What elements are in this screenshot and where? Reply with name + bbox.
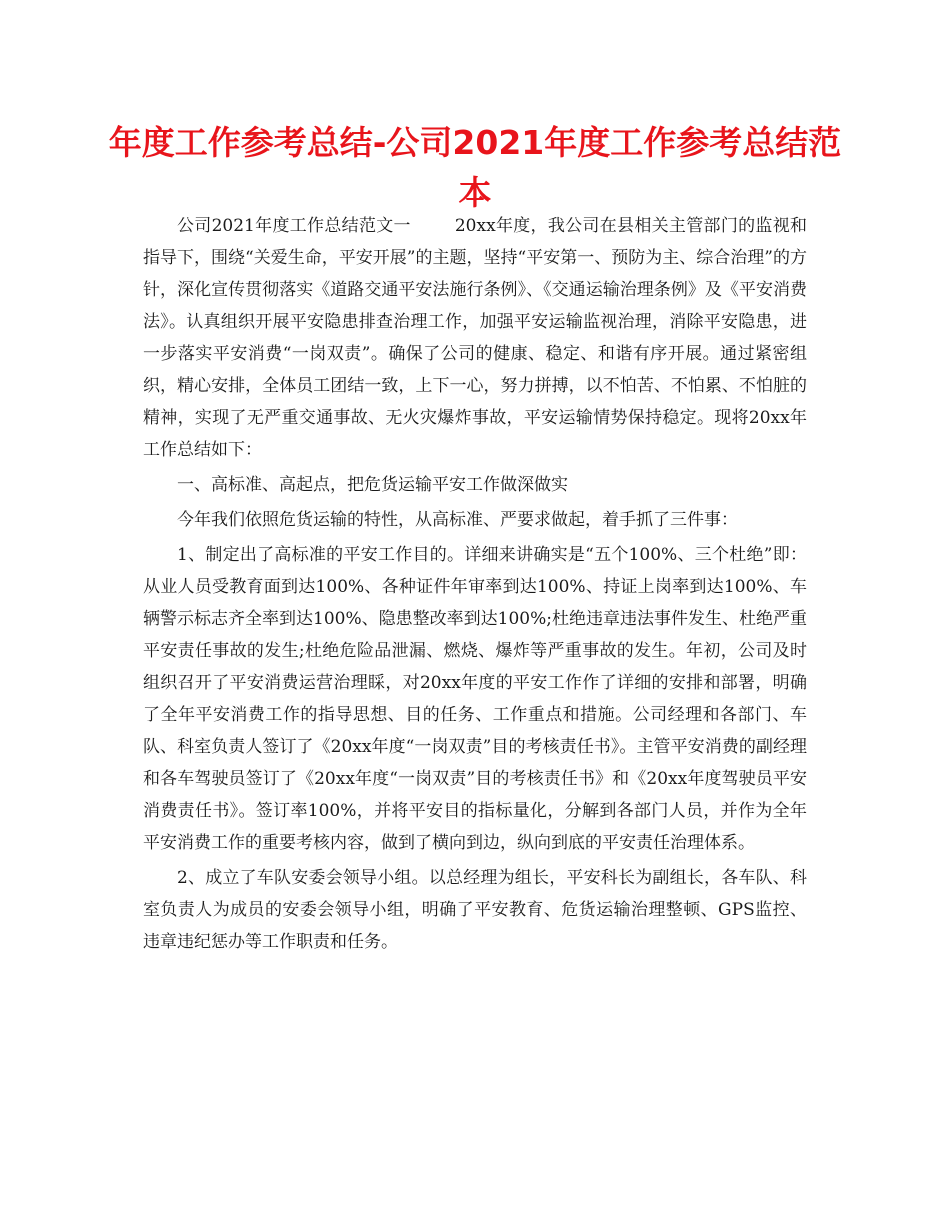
paragraph-3: 1、制定出了高标准的平安工作目的。详细来讲确实是“五个100%、三个杜绝”即：从业人员受教育面到达100%、各种证件年审率到达100%、持证上岗率到达100%、车辆警示标志齐全率到达100%、隐患整改率到达100%;杜绝违章违法事件发生、杜绝严重平安责任事故的发生;杜绝危险品泄漏、燃烧、爆炸等严重事故的发生。年初，公司及时组织召开了平安消费运营治理睬，对20xx年度的平安工作作了详细的安排和部署，明确了全年平安消费工作的指导思想、目的任务、工作重点和措施。公司经理和各部门、车队、科室负责人签订了《20xx年度“一岗双责”目的考核责任书》。主管平安消费的副经理和各车驾驶员签订了《20xx年度“一岗双责”目的考核责任书》和《20xx年度驾驶员平安消费责任书》。签订率100%，并将平安目的指标量化，分解到各部门人员，并作为全年平安消费工作的重要考核内容，做到了横向到边，纵向到底的平安责任治理体系。 xyxy=(143,545,807,853)
paragraph-1-text: 20xx年度，我公司在县相关主管部门的监视和指导下，围绕“关爱生命，平安开展”的主题，坚持“平安第一、预防为主、综合治理”的方针，深化宣传贯彻落实《道路交通平安法施行条例》、《交通运输治理条例》及《平安消费法》。认真组织开展平安隐患排查治理工作，加强平安运输监视治理，消除平安隐患，进一步落实平安消费“一岗双责”。确保了公司的健康、稳定、和谐有序开展。通过紧密组织，精心安排，全体员工团结一致，上下一心，努力拼搏，以不怕苦、不怕累、不怕脏的精神，实现了无严重交通事故、无火灾爆炸事故，平安运输情势保持稳定。现将20xx年工作总结如下： xyxy=(143,216,808,460)
intro-label: 公司2021年度工作总结范文一 xyxy=(177,216,411,236)
document-body xyxy=(143,210,807,961)
paragraph-4: 2、成立了车队安委会领导小组。以总经理为组长，平安科长为副组长，各车队、科室负责人为成员的安委会领导小组，明确了平安教育、危货运输治理整顿、GPS监控、违章违纪惩办等工作职责和任务。 xyxy=(143,868,807,952)
paragraph-1 xyxy=(143,210,807,466)
document-title: 年度工作参考总结-公司2021年度工作参考总结范本 xyxy=(108,123,842,212)
section-heading-1: 一、高标准、高起点，把危货运输平安工作做深做实 xyxy=(177,475,568,495)
paragraph-2: 今年我们依照危货运输的特性，从高标准、严要求做起，着手抓了三件事： xyxy=(177,510,738,530)
